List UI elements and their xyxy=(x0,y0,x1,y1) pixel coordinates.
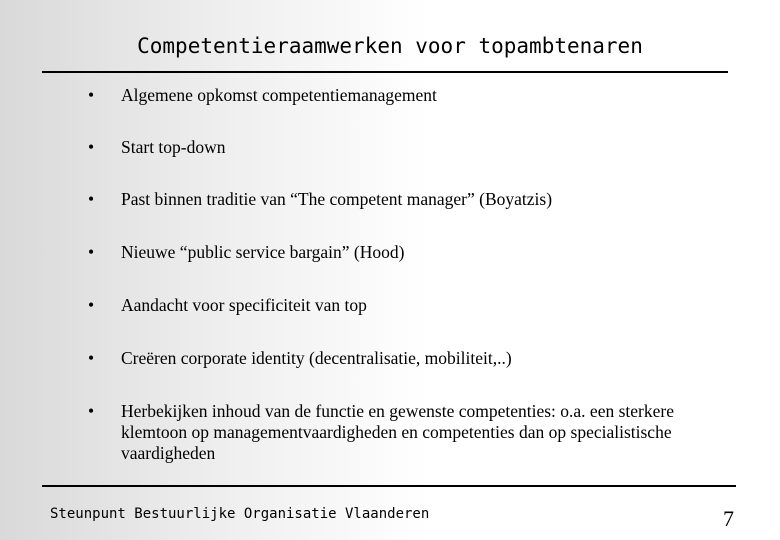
footer-divider xyxy=(42,485,736,487)
bullet-text: Aandacht voor specificiteit van top xyxy=(121,295,367,315)
page-number: 7 xyxy=(723,506,734,531)
bullet-dot: • xyxy=(88,189,95,209)
footer-organization: Steunpunt Bestuurlijke Organisatie Vlaanderen xyxy=(50,506,430,522)
bullet-text: Algemene opkomst competentiemanagement xyxy=(121,85,437,105)
bullet-item xyxy=(88,85,708,106)
bullet-dot: • xyxy=(88,242,95,262)
bullet-text: Creëren corporate identity (decentralisatie, mobiliteit,..) xyxy=(121,348,512,368)
bullet-item xyxy=(88,295,708,316)
slide-title: Competentieraamwerken voor topambtenaren xyxy=(137,34,643,58)
bullet-dot: • xyxy=(88,348,95,368)
bullet-item xyxy=(88,242,708,263)
bullet-dot: • xyxy=(88,85,95,105)
bullet-item xyxy=(88,401,708,464)
bullet-item xyxy=(88,189,708,210)
bullet-dot: • xyxy=(88,401,95,421)
bullet-item xyxy=(88,348,708,369)
bullet-dot: • xyxy=(88,137,95,157)
bullet-text: Herbekijken inhoud van de functie en gewenste competenties: o.a. een sterkere klemtoon op managementvaardigheden en competenties dan op specialistische vaardigheden xyxy=(121,401,674,463)
bullet-dot: • xyxy=(88,295,95,315)
bullet-text: Past binnen traditie van “The competent manager” (Boyatzis) xyxy=(121,189,553,209)
bullet-item xyxy=(88,137,708,158)
bullet-text: Nieuwe “public service bargain” (Hood) xyxy=(121,242,405,262)
bullet-text: Start top-down xyxy=(121,137,226,157)
